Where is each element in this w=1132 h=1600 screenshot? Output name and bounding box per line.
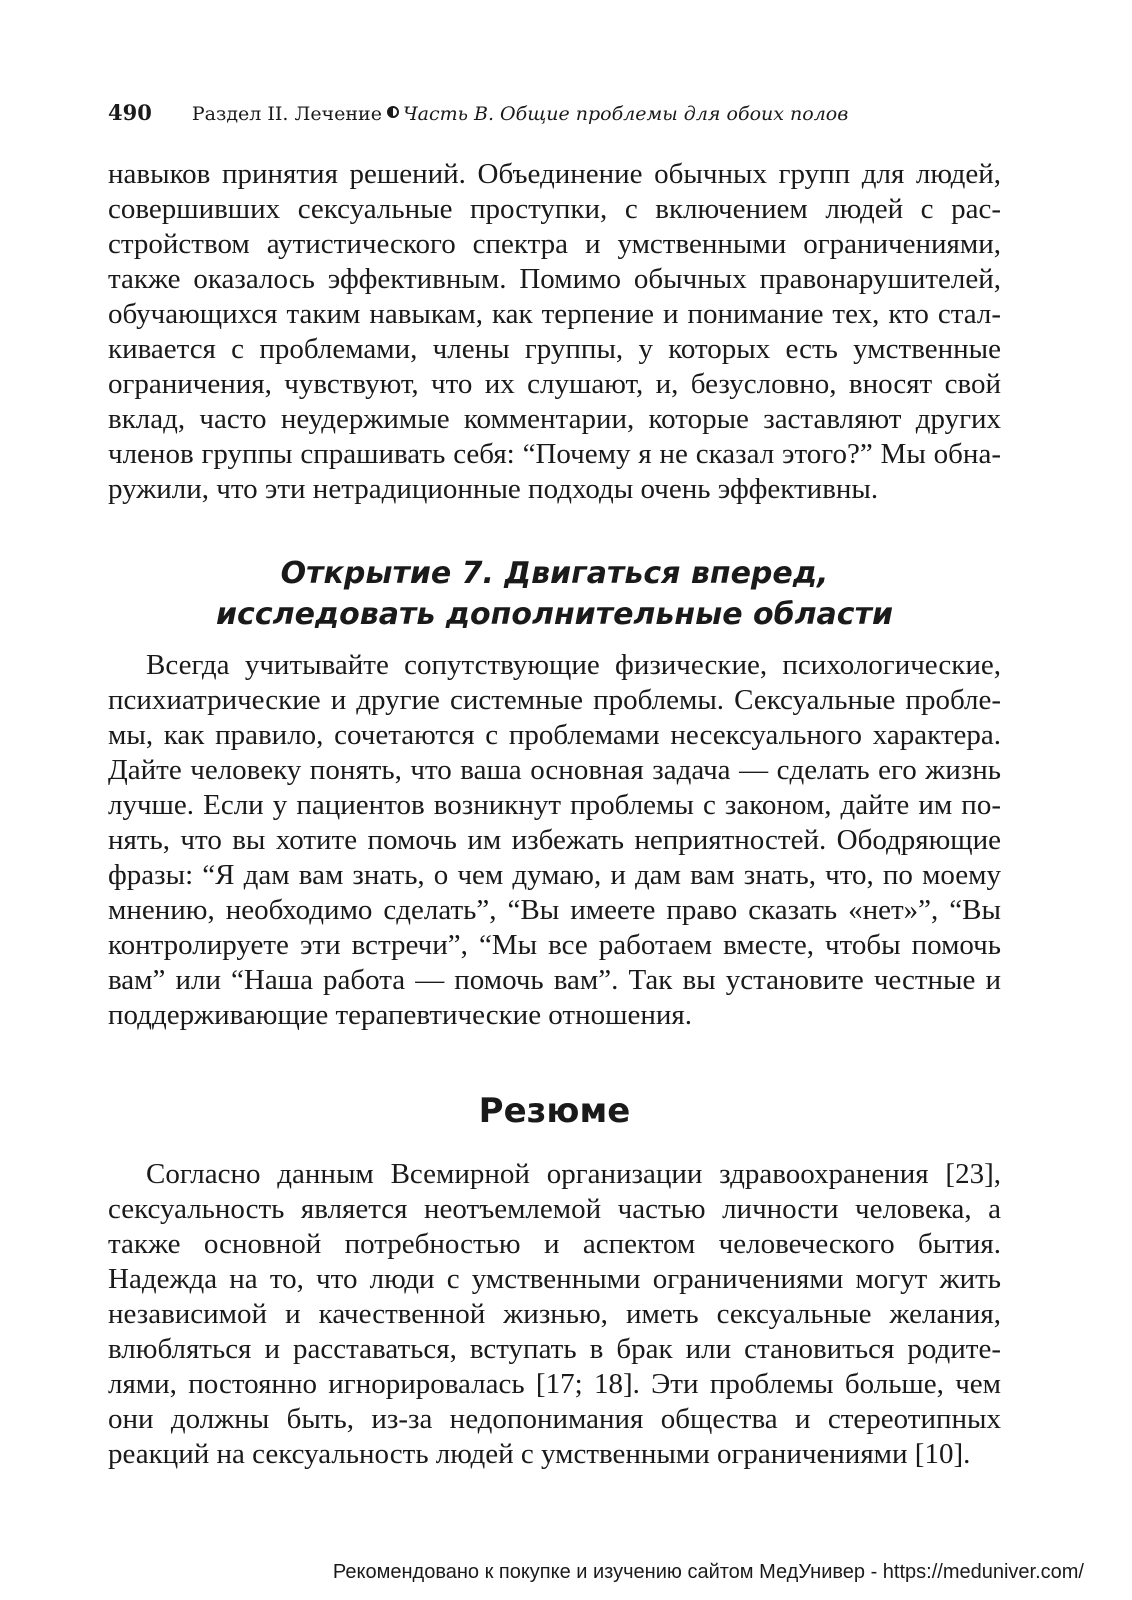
body-paragraph-2: Всегда учитывайте сопутствующие физические, психологические, психиатрические и другие системные проблемы. Сексуальные проблемы, как правило, сочетаются с проблемами несексуального характера. Дайте человеку понять, что ваша основная задача — сделать его жизнь лучше. Если у пациентов возникнут проблемы с законом, дайте им понять, что вы хотите помочь им избежать неприятностей. Ободряющие фразы: “Я дам вам знать, о чем думаю, и дам вам знать, что, по моему мнению, необходимо сделать”, “Вы имеете право сказать «нет»”, “Вы контролируете эти встречи”, “Мы все работаем вместе, чтобы помочь вам” или “Наша работа — помочь вам”. Так вы установите честные и поддерживающие терапевтические отношения. [108,649,1001,1031]
running-title-section: Раздел II. Лечение [191,103,382,125]
page-number: 490 [108,100,152,125]
page-header [108,100,1028,134]
summary-heading: Резюме [478,1091,631,1131]
bullet-icon [387,106,399,118]
body-paragraph-3: Согласно данным Всемирной организации здравоохранения [23], сексуальность является неотъемлемой частью личности человека, а также основной потребностью и аспектом человеческого бытия. Надежда на то, что люди с умственными ограничениями могут жить независимой и качественной жизнью, иметь сексуальные желания, влюбляться и расставаться, вступать в брак или становиться родителями, постоянно игнорировалась [17; 18]. Эти проблемы больше, чем они должны быть, из-за недопонимания общества и стереотипных реакций на сексуальность людей с умственными ограничениями [10]. [108,1158,1001,1470]
running-title-part: Часть B. Общие проблемы для обоих полов [402,103,849,125]
body-paragraph-1: навыков принятия решений. Объединение обычных групп для людей, совершивших сексуальные проступки, с включением людей с расстройством аутистического спектра и умственными ограничениями, также оказалось эффективным. Помимо обычных правонарушителей, обучающихся таким навыкам, как терпение и понимание тех, кто сталкивается с проблемами, члены группы, у которых есть умственные ограничения, чувствуют, что их слушают, и, безусловно, вносят свой вклад, часто неудержимые комментарии, которые заставляют других членов группы спрашивать себя: “Почему я не сказал этого?” Мы обнаружили, что эти нетрадиционные подходы очень эффективны. [108,158,1001,505]
section-heading-line-2: исследовать дополнительные области [216,597,893,632]
running-title [192,103,848,125]
section-heading-discovery-7 [108,553,1001,635]
section-heading-line-1: Открытие 7. Двигаться вперед, [280,556,829,591]
footer-note: Рекомендовано к покупке и изучению сайтом МедУнивер - https://meduniver.com/ [332,1561,1084,1583]
